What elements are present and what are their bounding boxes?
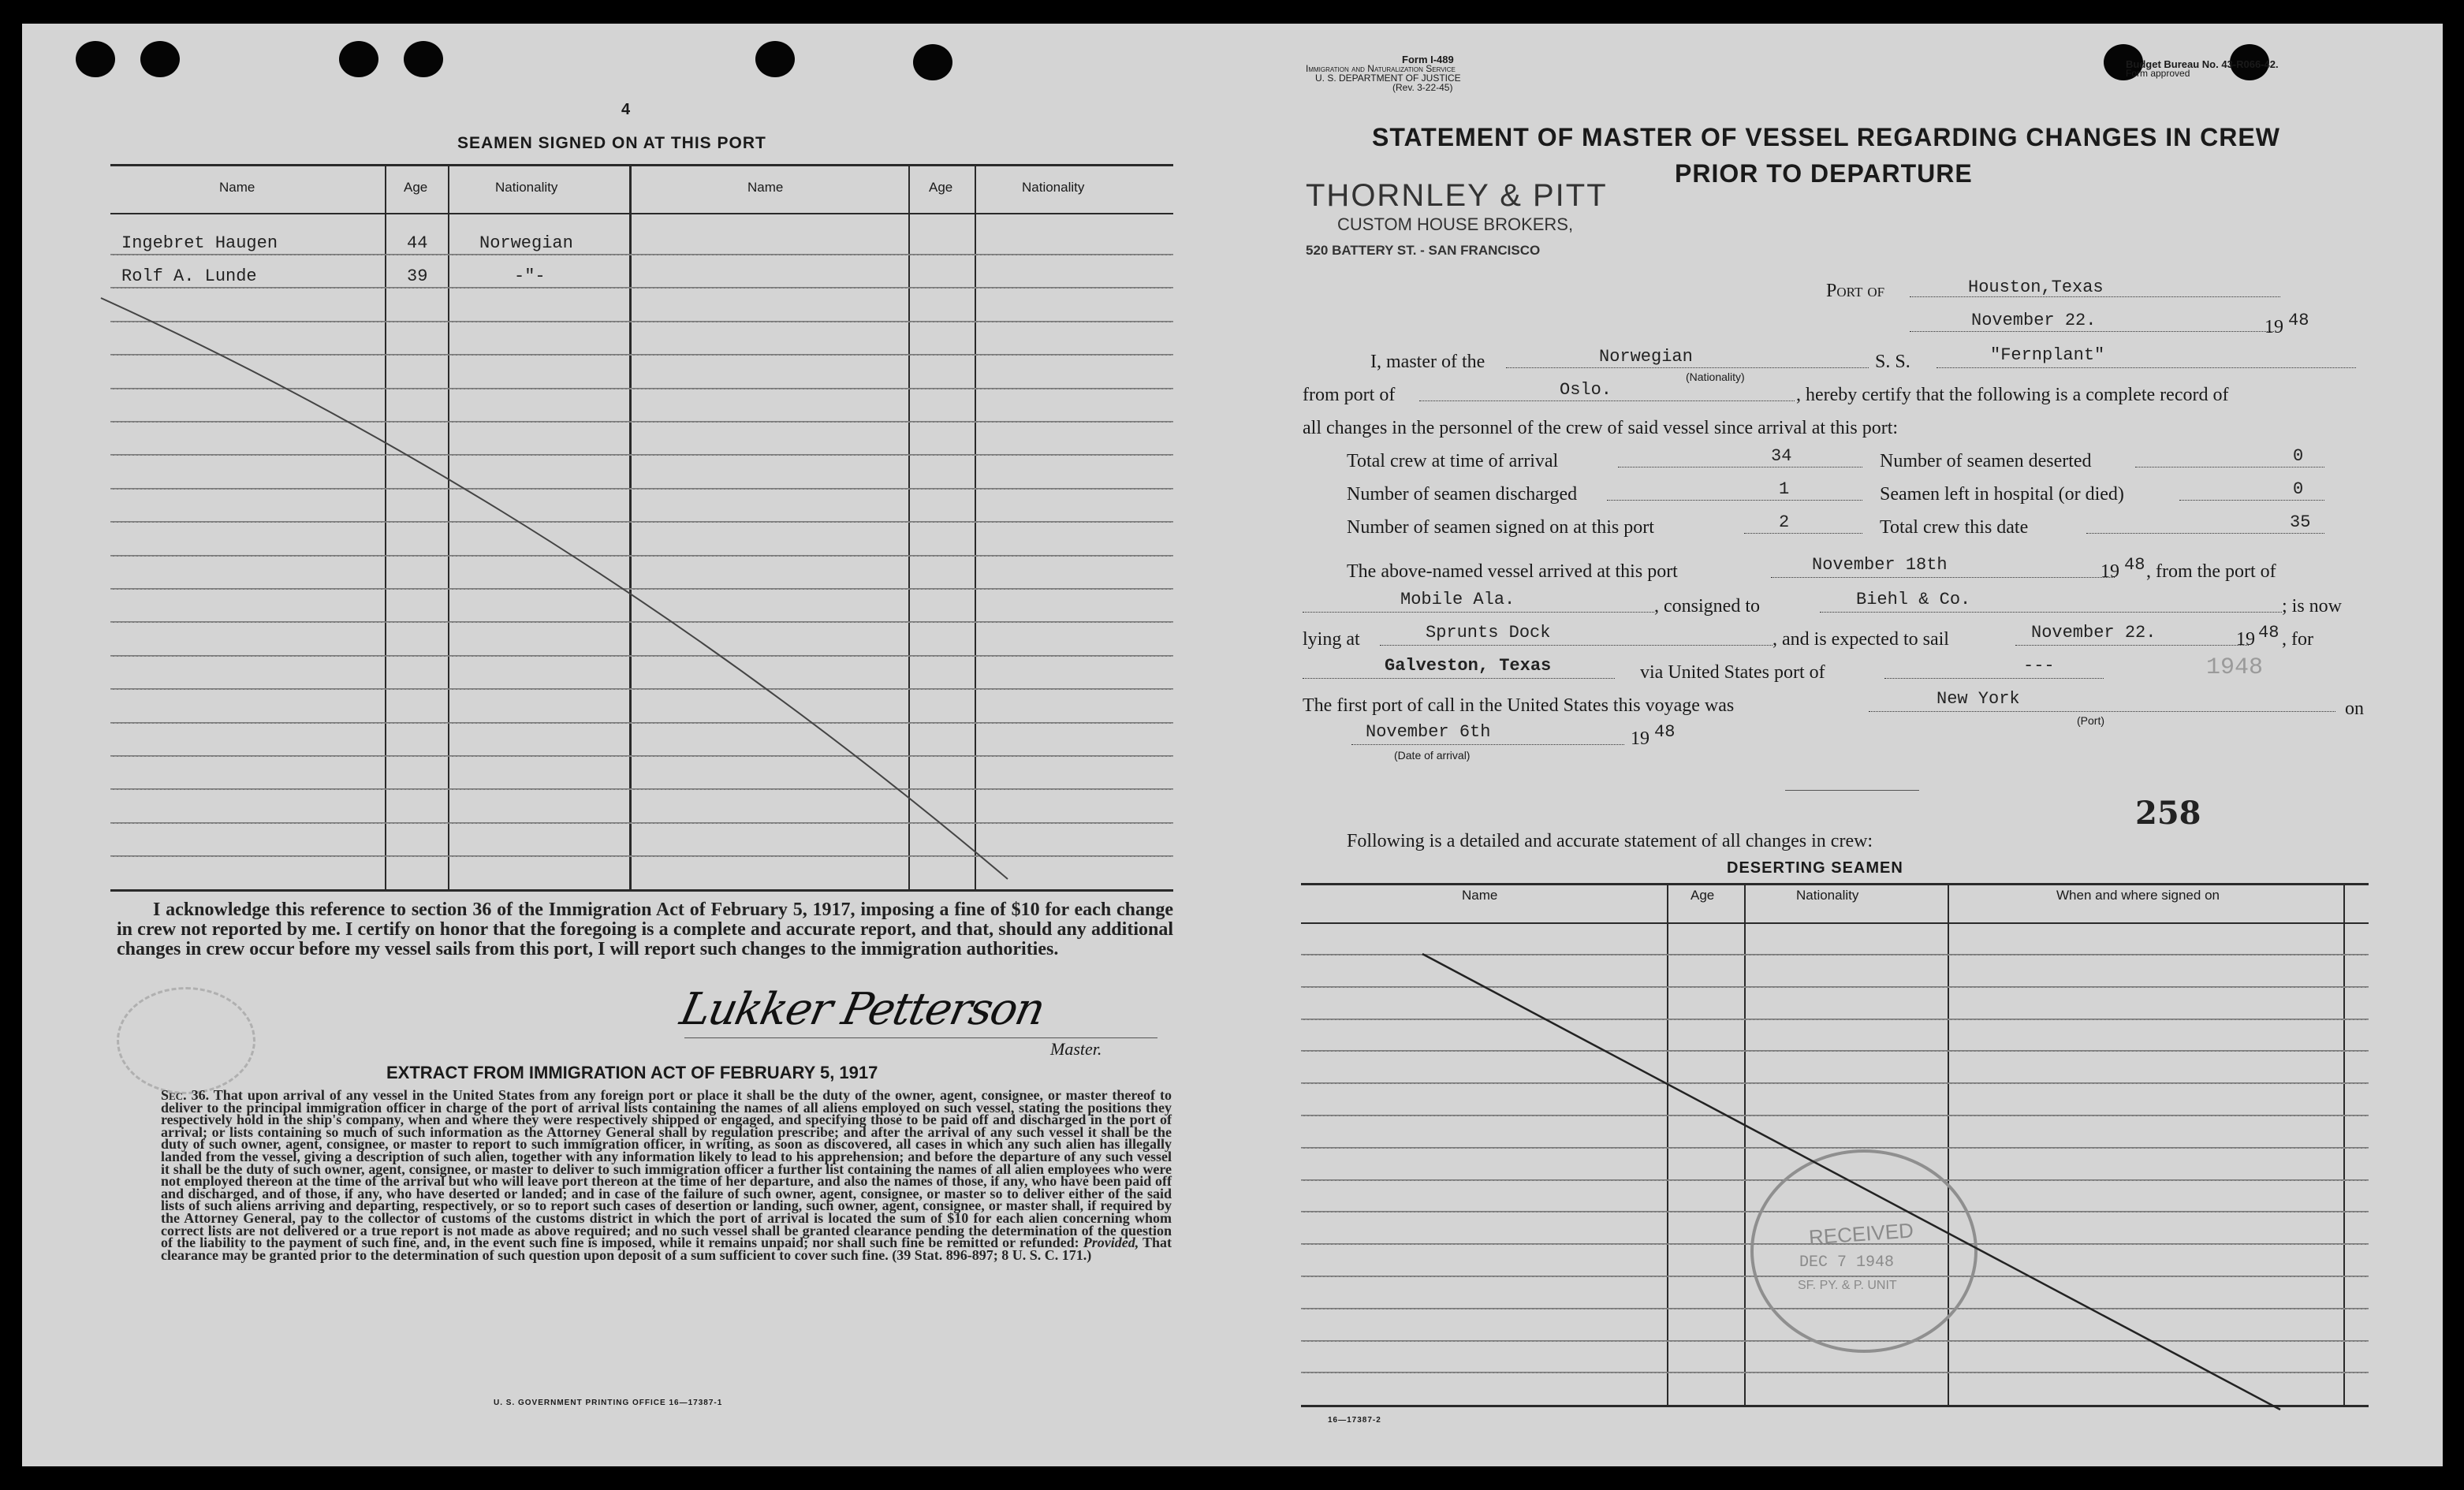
via-value: --- — [2023, 656, 2055, 676]
total-crew-date-label: Total crew this date — [1880, 517, 2029, 538]
broker-name: THORNLEY & PITT — [1306, 178, 1608, 213]
port-caption: (Port) — [2077, 714, 2104, 727]
header-name: Name — [219, 180, 255, 195]
hospital-label: Seamen left in hospital (or died) — [1880, 484, 2124, 505]
destination-line — [1303, 678, 1615, 679]
arrived-date: November 18th — [1812, 555, 1948, 575]
arrived-line — [1771, 577, 2115, 578]
received-line3: SF. PY. & P. UNIT — [1798, 1279, 1897, 1292]
nationality-line — [1506, 367, 1869, 368]
page-number: 4 — [621, 101, 631, 118]
first-port-date-line — [1351, 744, 1624, 745]
broker-line2: CUSTOM HOUSE BROKERS, — [1337, 214, 1574, 234]
deserting-header-rule — [1301, 922, 2369, 924]
changes-text: all changes in the personnel of the crew of said vessel since arrival at this port: — [1303, 418, 1899, 438]
extract-text — [161, 1087, 1172, 1263]
total-crew-date: 35 — [2290, 512, 2311, 532]
deserting-header-nationality: Nationality — [1796, 888, 1859, 903]
deserted-value: 0 — [2293, 446, 2304, 466]
deserting-title: DESERTING SEAMEN — [1727, 859, 1903, 877]
consigned-label: , consigned to — [1654, 596, 1760, 616]
form-title: STATEMENT OF MASTER OF VESSEL REGARDING CHANGES IN CREW — [1372, 123, 2280, 151]
budget-bureau: Budget Bureau No. 43-R066-42. — [2126, 58, 2279, 70]
first-port-date: November 6th — [1366, 722, 1491, 742]
broker-stamp — [1306, 178, 1608, 258]
nationality-value: Norwegian — [1599, 347, 1693, 367]
arrived-year: 48 — [2124, 555, 2145, 575]
arrived-year-prefix: 19 — [2101, 561, 2119, 582]
nationality-caption: (Nationality) — [1686, 371, 1745, 383]
first-port-line — [1869, 711, 2335, 712]
cancel-line — [22, 24, 1189, 907]
revision: (Rev. 3-22-45) — [1392, 82, 1453, 93]
is-now-label: ; is now — [2282, 596, 2343, 616]
sail-year-prefix: 19 — [2236, 629, 2255, 650]
consigned-line — [1820, 612, 2282, 613]
separator-rule — [1785, 790, 1919, 791]
signed-on-label: Number of seamen signed on at this port — [1347, 517, 1654, 538]
lying-at-line — [1380, 645, 1773, 646]
date-line — [1910, 331, 2274, 332]
deserting-header-name: Name — [1462, 888, 1498, 903]
discharged-label: Number of seamen discharged — [1347, 484, 1578, 505]
acknowledgement-text: I acknowledge this reference to section 36 of the Immigration Act of February 5, 1917, imposing a fine of $10 for each change in crew not reported by me. I certify on honor that the foregoing is a complete and accurate report, and that, should any additional changes in crew occur before my vessel sails from this port, I will report such changes to the immigration authorities. — [117, 900, 1173, 959]
leader-dots — [1744, 533, 1862, 534]
total-crew-arrival: 34 — [1771, 446, 1792, 466]
leader-dots — [1607, 500, 1862, 501]
header-age: Age — [929, 180, 953, 195]
first-port-year-prefix: 19 — [1631, 728, 1650, 749]
from-the-port-line — [1303, 612, 1654, 613]
lying-at-label: lying at — [1303, 629, 1360, 650]
extract-title: EXTRACT FROM IMMIGRATION ACT OF FEBRUARY 5, 1917 — [386, 1063, 878, 1082]
agency-line1: Immigration and Naturalization Service — [1306, 63, 1456, 74]
consigned-value: Biehl & Co. — [1856, 590, 1971, 609]
ship-name: "Fernplant" — [1990, 345, 2105, 365]
master-signature: Lukker Petterson — [676, 984, 1049, 1035]
ship-name-line — [1937, 367, 2356, 368]
crew-age: 44 — [407, 233, 428, 253]
on-label: on — [2345, 698, 2364, 719]
from-port-value: Oslo. — [1560, 380, 1612, 400]
crew-name: Rolf A. Lunde — [121, 266, 257, 286]
faint-stamp — [117, 987, 255, 1094]
extract-provided: Provided, — [1083, 1235, 1139, 1251]
crew-nationality: Norwegian — [479, 233, 573, 253]
via-label: via United States port of — [1640, 662, 1825, 683]
crew-age: 39 — [407, 266, 428, 286]
arrived-label: The above-named vessel arrived at this port — [1347, 561, 1678, 582]
from-port-label: from port of — [1303, 385, 1396, 405]
date-year-prefix: 19 — [2265, 317, 2283, 337]
first-port-year: 48 — [1654, 722, 1676, 742]
form-approved: Form approved — [2126, 68, 2190, 79]
faint-stamp-year: 1948 — [2206, 654, 2264, 681]
lying-at-value: Sprunts Dock — [1426, 623, 1551, 643]
sail-date: November 22. — [2031, 623, 2156, 643]
agency-line2: U. S. DEPARTMENT OF JUSTICE — [1315, 73, 1461, 84]
ss-label: S. S. — [1875, 352, 1910, 372]
first-port-label: The first port of call in the United States this voyage was — [1303, 695, 1735, 716]
extract-tail: That clearance may be granted prior to the determination of such question upon deposit of a sum sufficient to cover such fine. (39 Stat. 896-897; 8 U. S. C. 171.) — [161, 1235, 1172, 1263]
deserting-table-top — [1301, 883, 2369, 885]
port-of-value: Houston,Texas — [1968, 278, 2104, 297]
expected-label: , and is expected to sail — [1773, 629, 1949, 650]
total-crew-arrival-label: Total crew at time of arrival — [1347, 451, 1559, 471]
form-subtitle: PRIOR TO DEPARTURE — [1675, 159, 1973, 188]
master-label: Master. — [1050, 1039, 1102, 1059]
for-label: , for — [2282, 629, 2313, 650]
date-year: 48 — [2288, 311, 2309, 330]
broker-line3: 520 BATTERY ST. - SAN FRANCISCO — [1306, 243, 1541, 258]
master-of-label: I, master of the — [1370, 352, 1485, 372]
crew-name: Ingebret Haugen — [121, 233, 278, 253]
leader-dots — [2179, 500, 2324, 501]
header-nationality: Nationality — [495, 180, 558, 195]
extract-section: Sec. 36. — [161, 1087, 210, 1103]
date-of-arrival-caption: (Date of arrival) — [1394, 749, 1471, 762]
crew-nationality: -"- — [514, 266, 546, 286]
left-page-title: SEAMEN SIGNED ON AT THIS PORT — [457, 134, 766, 152]
received-line1: RECEIVED — [1808, 1218, 1914, 1250]
date-value: November 22. — [1971, 311, 2097, 330]
right-printer: 16—17387-2 — [1328, 1416, 1381, 1425]
header-age: Age — [404, 180, 428, 195]
sail-year: 48 — [2258, 623, 2279, 643]
sail-line — [2015, 645, 2249, 646]
left-printer: U. S. GOVERNMENT PRINTING OFFICE 16—17387-1 — [494, 1399, 723, 1407]
received-line2: DEC 7 1948 — [1799, 1253, 1895, 1272]
discharged-value: 1 — [1779, 479, 1790, 499]
document-sheet — [22, 24, 2443, 1466]
destination: Galveston, Texas — [1385, 656, 1552, 676]
header-name: Name — [747, 180, 784, 195]
handwritten-number: 258 — [2135, 795, 2201, 832]
cancel-line — [1284, 938, 2309, 1427]
signature-line — [684, 1037, 1157, 1038]
deserting-header-age: Age — [1691, 888, 1715, 903]
certify-text: , hereby certify that the following is a complete record of — [1796, 385, 2229, 405]
header-nationality: Nationality — [1022, 180, 1085, 195]
extract-body: That upon arrival of any vessel in the United States from any foreign port or place it shall be the duty of the owner, agent, consignee, or master thereof to deliver to the principal immigration officer in charge of the port of arrival lists containing the names of all aliens employed on such vessel, stating the positions they respectively hold in the ship's company, when and where they were respectively shipped or engaged, and specifying those to be paid off and discharged in the port of arrival; or lists containing so much of such information as the Attorney General shall by regulation prescribe; and after the arrival of any such vessel it shall be the duty of such owner, agent, consignee, or master to report to such immigration officer, in writing, as soon as discovered, all cases in which any such alien has illegally landed from the vessel, giving a description of such alien, together with any information likely to lead to his apprehension; and before the departure of any such vessel it shall be the duty of such owner, agent, consignee, or master to deliver to such immigration officer a further list containing the names of all alien employees who were not employed thereon at the time of the arrival but who will leave port thereon at the time of her departure, and also the names of those, if any, who have been paid off and discharged, and of those, if any, who have deserted or landed; and in case of the failure of such owner, agent, consignee, or master so to deliver either of the said lists of such aliens arriving and departing, respectively, or so to report such cases of desertion or landing, such owner, agent, consignee, or master shall, if required by the Attorney General, pay to the collector of customs of the customs district in which the port of arrival is located the sum of $10 for each alien concerning whom correct lists are not delivered or a true report is not made as above required; and no such vessel shall be granted clearance pending the determination of the question of the liability to the payment of such fine, and, in the event such fine is imposed, while it remains unpaid; nor shall such fine be remitted or refunded: — [161, 1087, 1172, 1251]
from-the-port-value: Mobile Ala. — [1400, 590, 1515, 609]
first-port-value: New York — [1937, 689, 2020, 709]
from-port-line — [1419, 400, 1795, 401]
via-line — [1884, 678, 2104, 679]
hospital-value: 0 — [2293, 479, 2304, 499]
port-of-label: Port of — [1826, 281, 1885, 301]
following-text: Following is a detailed and accurate statement of all changes in crew: — [1347, 831, 1873, 851]
col-divider — [2343, 885, 2345, 1405]
form-number: Form I-489 — [1402, 54, 1454, 65]
deserted-label: Number of seamen deserted — [1880, 451, 2092, 471]
leader-dots — [2086, 533, 2324, 534]
deserting-header-signed-on: When and where signed on — [2056, 888, 2220, 903]
from-the-port-label: , from the port of — [2146, 561, 2276, 582]
signed-on-value: 2 — [1779, 512, 1790, 532]
